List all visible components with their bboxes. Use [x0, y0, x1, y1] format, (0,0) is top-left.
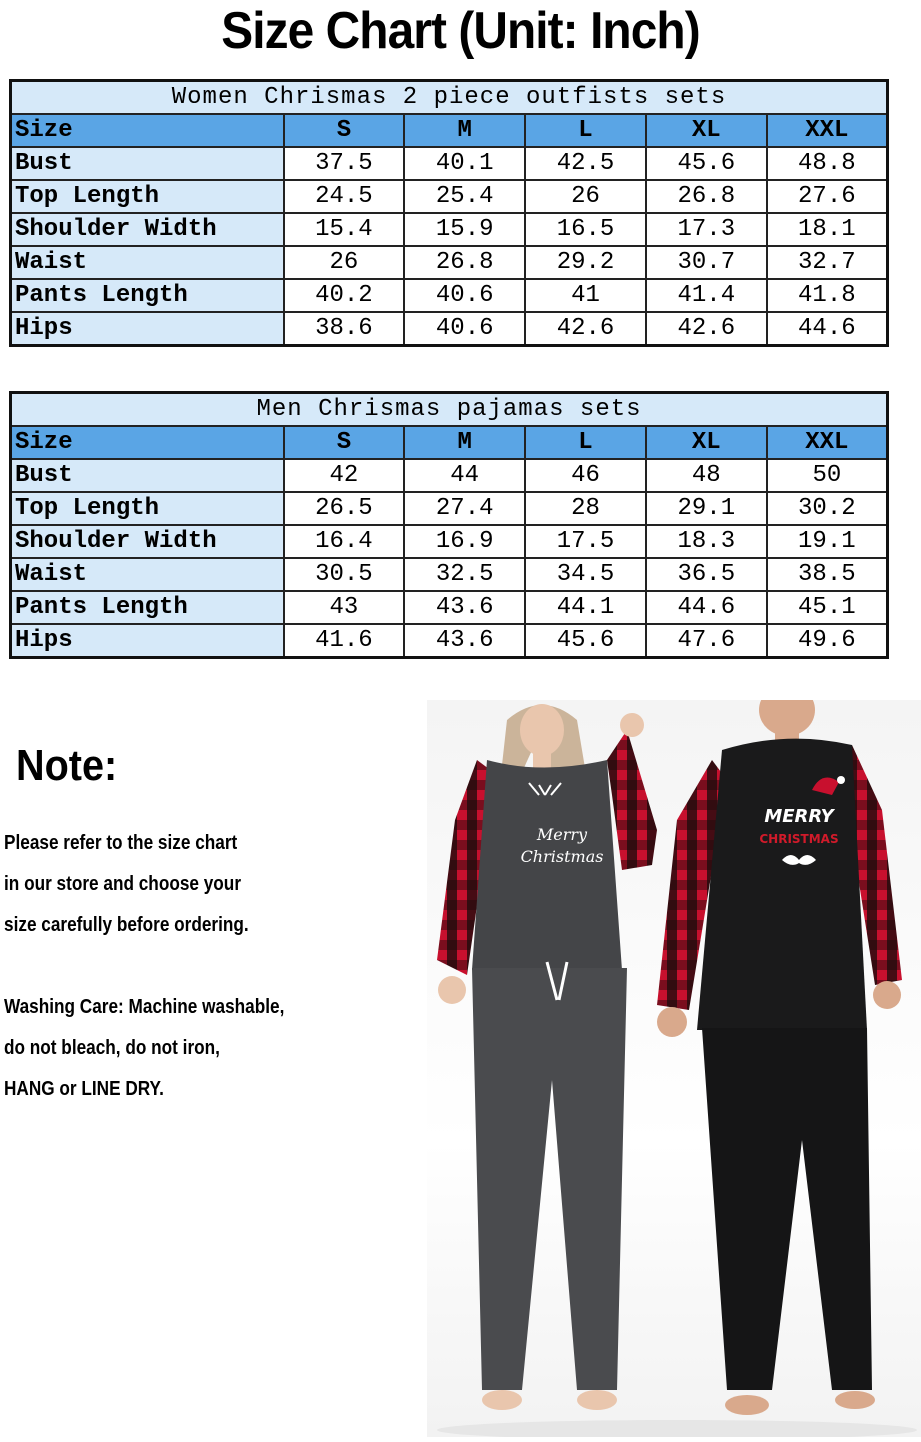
note-title: Note: — [16, 741, 118, 790]
note-line: in our store and choose your — [4, 873, 242, 895]
table-row — [11, 180, 888, 213]
table-caption: Men Chrismas pajamas sets — [11, 393, 888, 427]
table-cell: 48.8 — [767, 147, 888, 180]
table-cell: 42 — [284, 459, 405, 492]
table-cell: 45.6 — [646, 147, 767, 180]
table-cell: 27.6 — [767, 180, 888, 213]
table-cell: 26.8 — [646, 180, 767, 213]
table-cell: 26 — [284, 246, 405, 279]
header-cell: XL — [646, 426, 767, 459]
table-cell: 44.6 — [767, 312, 888, 346]
table-cell: 42.6 — [525, 312, 646, 346]
table-row — [11, 558, 888, 591]
row-label: Top Length — [11, 180, 284, 213]
woman-model — [437, 704, 657, 1410]
table-cell: 42.5 — [525, 147, 646, 180]
table-row — [11, 492, 888, 525]
row-label: Pants Length — [11, 279, 284, 312]
table-cell: 17.3 — [646, 213, 767, 246]
table-cell: 45.6 — [525, 624, 646, 658]
table-cell: 43.6 — [404, 591, 525, 624]
table-row — [11, 624, 888, 658]
table-cell: 40.6 — [404, 279, 525, 312]
table-cell: 36.5 — [646, 558, 767, 591]
table-row — [11, 459, 888, 492]
table-cell: 43 — [284, 591, 405, 624]
table-cell: 41.4 — [646, 279, 767, 312]
row-label: Waist — [11, 246, 284, 279]
table-cell: 40.1 — [404, 147, 525, 180]
row-label: Top Length — [11, 492, 284, 525]
table-cell: 37.5 — [284, 147, 405, 180]
table-cell: 45.1 — [767, 591, 888, 624]
table-cell: 41.6 — [284, 624, 405, 658]
table-cell: 18.1 — [767, 213, 888, 246]
table-cell: 15.9 — [404, 213, 525, 246]
models-illustration — [427, 700, 921, 1437]
table-cell: 16.5 — [525, 213, 646, 246]
table-cell: 16.9 — [404, 525, 525, 558]
note-line: size carefully before ordering. — [4, 914, 249, 936]
table-cell: 26 — [525, 180, 646, 213]
header-cell: Size — [11, 426, 284, 459]
table-row — [11, 525, 888, 558]
table-cell: 38.5 — [767, 558, 888, 591]
table-row — [11, 246, 888, 279]
table-cell: 34.5 — [525, 558, 646, 591]
table-cell: 44 — [404, 459, 525, 492]
man-print-line-2: CHRISTMAS — [759, 832, 839, 846]
row-label: Shoulder Width — [11, 213, 284, 246]
header-cell: Size — [11, 114, 284, 147]
table-cell: 25.4 — [404, 180, 525, 213]
row-label: Bust — [11, 147, 284, 180]
product-photo — [427, 700, 921, 1437]
table-cell: 50 — [767, 459, 888, 492]
header-cell: L — [525, 426, 646, 459]
table-cell: 38.6 — [284, 312, 405, 346]
row-label: Hips — [11, 312, 284, 346]
note-line: Washing Care: Machine washable, — [4, 996, 285, 1018]
table-cell: 41.8 — [767, 279, 888, 312]
row-label: Pants Length — [11, 591, 284, 624]
table-cell: 24.5 — [284, 180, 405, 213]
table-row — [11, 312, 888, 346]
table-row — [11, 591, 888, 624]
table-cell: 26.8 — [404, 246, 525, 279]
table-cell: 28 — [525, 492, 646, 525]
header-cell: S — [284, 114, 405, 147]
header-cell: L — [525, 114, 646, 147]
note-line: do not bleach, do not iron, — [4, 1037, 220, 1059]
table-cell: 43.6 — [404, 624, 525, 658]
table-row — [11, 147, 888, 180]
table-cell: 47.6 — [646, 624, 767, 658]
table-row — [11, 213, 888, 246]
table-cell: 19.1 — [767, 525, 888, 558]
header-cell: XL — [646, 114, 767, 147]
note-line: Please refer to the size chart — [4, 832, 238, 854]
row-label: Hips — [11, 624, 284, 658]
header-cell: M — [404, 426, 525, 459]
man-print-line-1: MERRY — [764, 806, 834, 827]
header-cell: XXL — [767, 426, 888, 459]
table-cell: 49.6 — [767, 624, 888, 658]
table-cell: 46 — [525, 459, 646, 492]
table-cell: 29.2 — [525, 246, 646, 279]
table-caption: Women Chrismas 2 piece outfists sets — [11, 81, 888, 115]
table-cell: 17.5 — [525, 525, 646, 558]
table-cell: 15.4 — [284, 213, 405, 246]
table-cell: 48 — [646, 459, 767, 492]
table-cell: 32.7 — [767, 246, 888, 279]
header-cell: S — [284, 426, 405, 459]
table-cell: 30.2 — [767, 492, 888, 525]
note-line: HANG or LINE DRY. — [4, 1078, 164, 1100]
row-label: Bust — [11, 459, 284, 492]
table-cell: 40.6 — [404, 312, 525, 346]
row-label: Shoulder Width — [11, 525, 284, 558]
table-cell: 44.6 — [646, 591, 767, 624]
table-cell: 16.4 — [284, 525, 405, 558]
table-header-row — [11, 114, 888, 147]
table-row — [11, 279, 888, 312]
table-cell: 41 — [525, 279, 646, 312]
table-cell: 40.2 — [284, 279, 405, 312]
table-cell: 42.6 — [646, 312, 767, 346]
table-header-row — [11, 426, 888, 459]
woman-print-line-2: Christmas — [520, 847, 604, 866]
row-label: Waist — [11, 558, 284, 591]
header-cell: XXL — [767, 114, 888, 147]
page-title: Size Chart (Unit: Inch) — [221, 2, 700, 60]
table-cell: 30.7 — [646, 246, 767, 279]
table-cell: 32.5 — [404, 558, 525, 591]
women-size-table — [9, 79, 889, 347]
woman-print-line-1: Merry — [536, 825, 588, 844]
header-cell: M — [404, 114, 525, 147]
table-cell: 44.1 — [525, 591, 646, 624]
table-cell: 27.4 — [404, 492, 525, 525]
table-cell: 29.1 — [646, 492, 767, 525]
table-cell: 26.5 — [284, 492, 405, 525]
man-model — [657, 700, 902, 1415]
men-size-table — [9, 391, 889, 659]
table-cell: 30.5 — [284, 558, 405, 591]
table-cell: 18.3 — [646, 525, 767, 558]
